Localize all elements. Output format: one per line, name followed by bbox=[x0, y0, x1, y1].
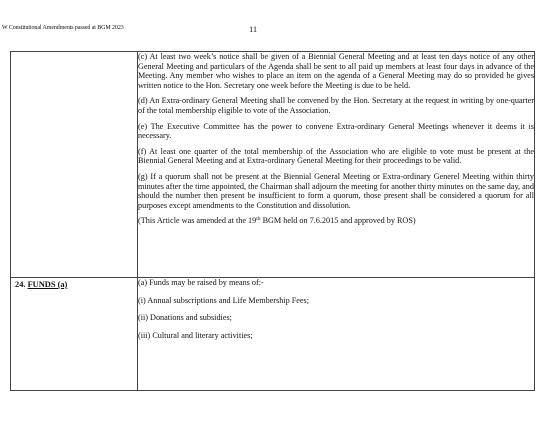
section-heading-cell bbox=[11, 278, 138, 391]
funds-item-ii: (ii) Donations and subsidies; bbox=[138, 313, 232, 323]
section-cell-empty bbox=[11, 52, 138, 278]
running-header: W Constitutional Amendments passed at BGM 2023 bbox=[2, 25, 124, 31]
table-row bbox=[11, 278, 535, 391]
clause-g: (g) If a quorum shall not be present at the Biennial General Meeting or Extra-ordinary Generel Meeting within thirty minutes after the time appointed, the Chairman shall adjourn the meeting for another thirty minutes on the same day, and should the number then present be insufficient to form a quorum, those present shall be considered a quorum for all purposes except amendments to the Constitution and dissolution. bbox=[138, 171, 534, 210]
clause-d: (d) An Extra-ordinary General Meeting shall be convened by the Hon. Secretary at the request in writing by one-quarter of the total membership eligible to vote of the Association. bbox=[138, 96, 534, 115]
amendment-note-before: (This Article was amended at the 19 bbox=[138, 216, 257, 226]
clause-f: (f) At least one quarter of the total membership of the Association who are eligible to vote must be present at the Biennial General Meeting and at Extra-ordinary General Meeting for their proceedings to be valid. bbox=[138, 146, 534, 166]
section-title: FUNDS (a) bbox=[27, 280, 68, 289]
amendment-note-after: BGM held on 7.6.2015 and approved by ROS) bbox=[260, 216, 416, 226]
section-heading bbox=[11, 278, 137, 289]
clause-cell bbox=[138, 52, 535, 278]
section-number: 24. bbox=[15, 280, 26, 289]
funds-cell bbox=[138, 278, 535, 391]
table-row bbox=[11, 52, 535, 278]
clause-e: (e) The Executive Committee has the power to convene Extra-ordinary General Meetings whenever it deems it is necessary. bbox=[138, 121, 534, 141]
funds-item-i: (i) Annual subscriptions and Life Membership Fees; bbox=[138, 295, 309, 305]
clause-c: (c) At least two week’s notice shall be given of a Biennial General Meeting and at least ten days notice of any other General Meeting and particulars of the Agenda shall be sent to all paid up members at least four days in advance of the Meeting. Any member who wishes to place an item on the agenda of a General Meeting may do so provided he gives written notice to the Hon. Secretary one week before the Meeting is due to be held. bbox=[138, 52, 534, 90]
funds-clause-a: (a) Funds may be raised by means of:- bbox=[138, 278, 264, 287]
amendment-note-sup: th bbox=[256, 216, 261, 223]
amendment-note bbox=[138, 216, 534, 226]
page-number: 11 bbox=[249, 24, 258, 34]
funds-item-iii: (iii) Cultural and literary activities; bbox=[138, 330, 253, 340]
constitution-table bbox=[10, 51, 535, 391]
